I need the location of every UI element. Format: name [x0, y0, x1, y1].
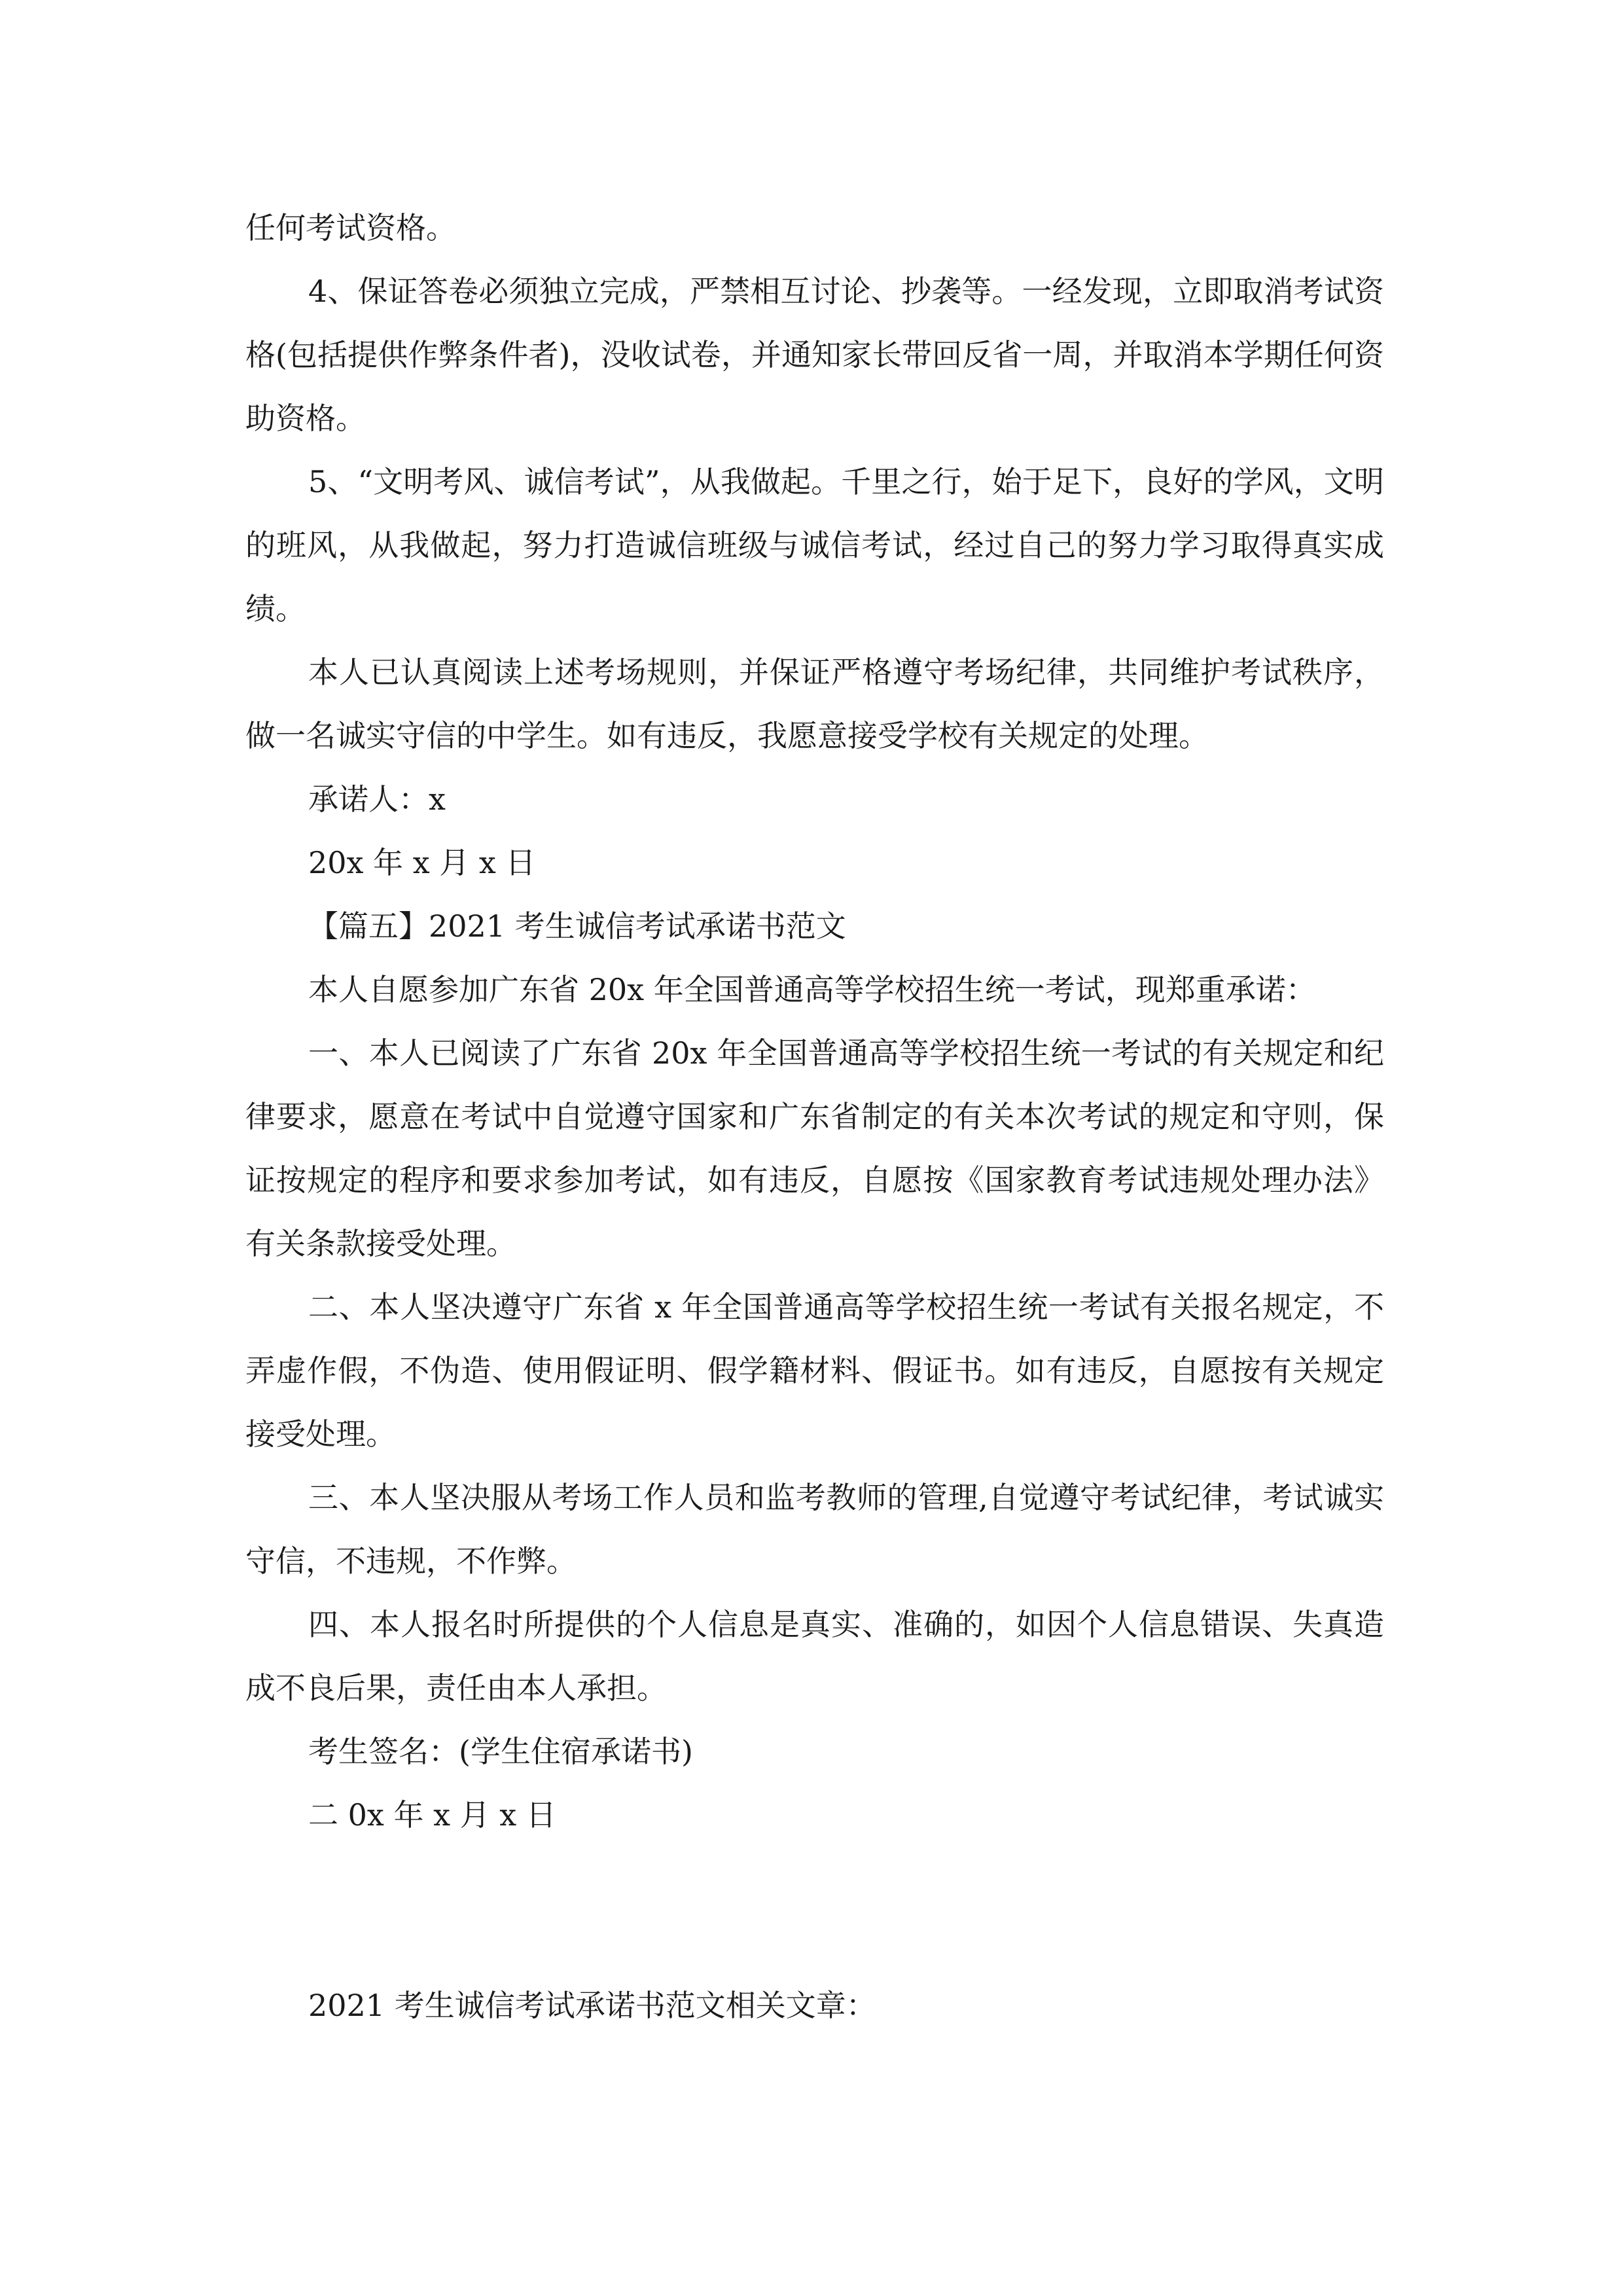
blank-spacer	[245, 1847, 1384, 1974]
paragraph-rule-4: 4、保证答卷必须独立完成，严禁相互讨论、抄袭等。一经发现，立即取消考试资格(包括提供作弊条件者)，没收试卷，并通知家长带回反省一周，并取消本学期任何资助资格。	[245, 274, 1384, 436]
paragraph-candidate-signature: 考生签名：(学生住宿承诺书)	[308, 1734, 693, 1769]
paragraph-date: 20x 年 x 月 x 日	[308, 845, 536, 880]
paragraph-clause-2: 二、本人坚决遵守广东省 x 年全国普通高等学校招生统一考试有关报名规定，不弄虚作假，不伪造、使用假证明、假学籍材料、假证书。如有违反，自愿按有关规定接受处理。	[245, 1289, 1384, 1452]
paragraph-continuation: 任何考试资格。	[245, 210, 456, 245]
paragraph-intro: 本人自愿参加广东省 20x 年全国普通高等学校招生统一考试，现郑重承诺：	[308, 972, 1316, 1007]
paragraph-clause-1: 一、本人已阅读了广东省 20x 年全国普通高等学校招生统一考试的有关规定和纪律要求，愿意在考试中自觉遵守国家和广东省制定的有关本次考试的规定和守则，保证按规定的程序和要求参加考试，如有违反，自愿按《国家教育考试违规处理办法》有关条款接受处理。	[245, 1035, 1384, 1261]
paragraph-signature-date: 二 0x 年 x 月 x 日	[308, 1797, 556, 1833]
paragraph-clause-4: 四、本人报名时所提供的个人信息是真实、准确的，如因个人信息错误、失真造成不良后果，责任由本人承担。	[245, 1607, 1384, 1706]
related-articles-heading: 2021 考生诚信考试承诺书范文相关文章：	[308, 1988, 876, 2023]
document-body	[245, 196, 1384, 2037]
section-heading-part-five: 【篇五】2021 考生诚信考试承诺书范文	[308, 908, 846, 944]
paragraph-rule-5: 5、“文明考风、诚信考试”，从我做起。千里之行，始于足下，良好的学风，文明的班风，从我做起，努力打造诚信班级与诚信考试，经过自己的努力学习取得真实成绩。	[245, 464, 1384, 626]
paragraph-signer: 承诺人：x	[308, 781, 446, 817]
paragraph-clause-3: 三、本人坚决服从考场工作人员和监考教师的管理,自觉遵守考试纪律，考试诚实守信，不违规，不作弊。	[245, 1480, 1384, 1579]
paragraph-pledge-statement: 本人已认真阅读上述考场规则，并保证严格遵守考场纪律，共同维护考试秩序，做一名诚实守信的中学生。如有违反，我愿意接受学校有关规定的处理。	[245, 655, 1384, 753]
